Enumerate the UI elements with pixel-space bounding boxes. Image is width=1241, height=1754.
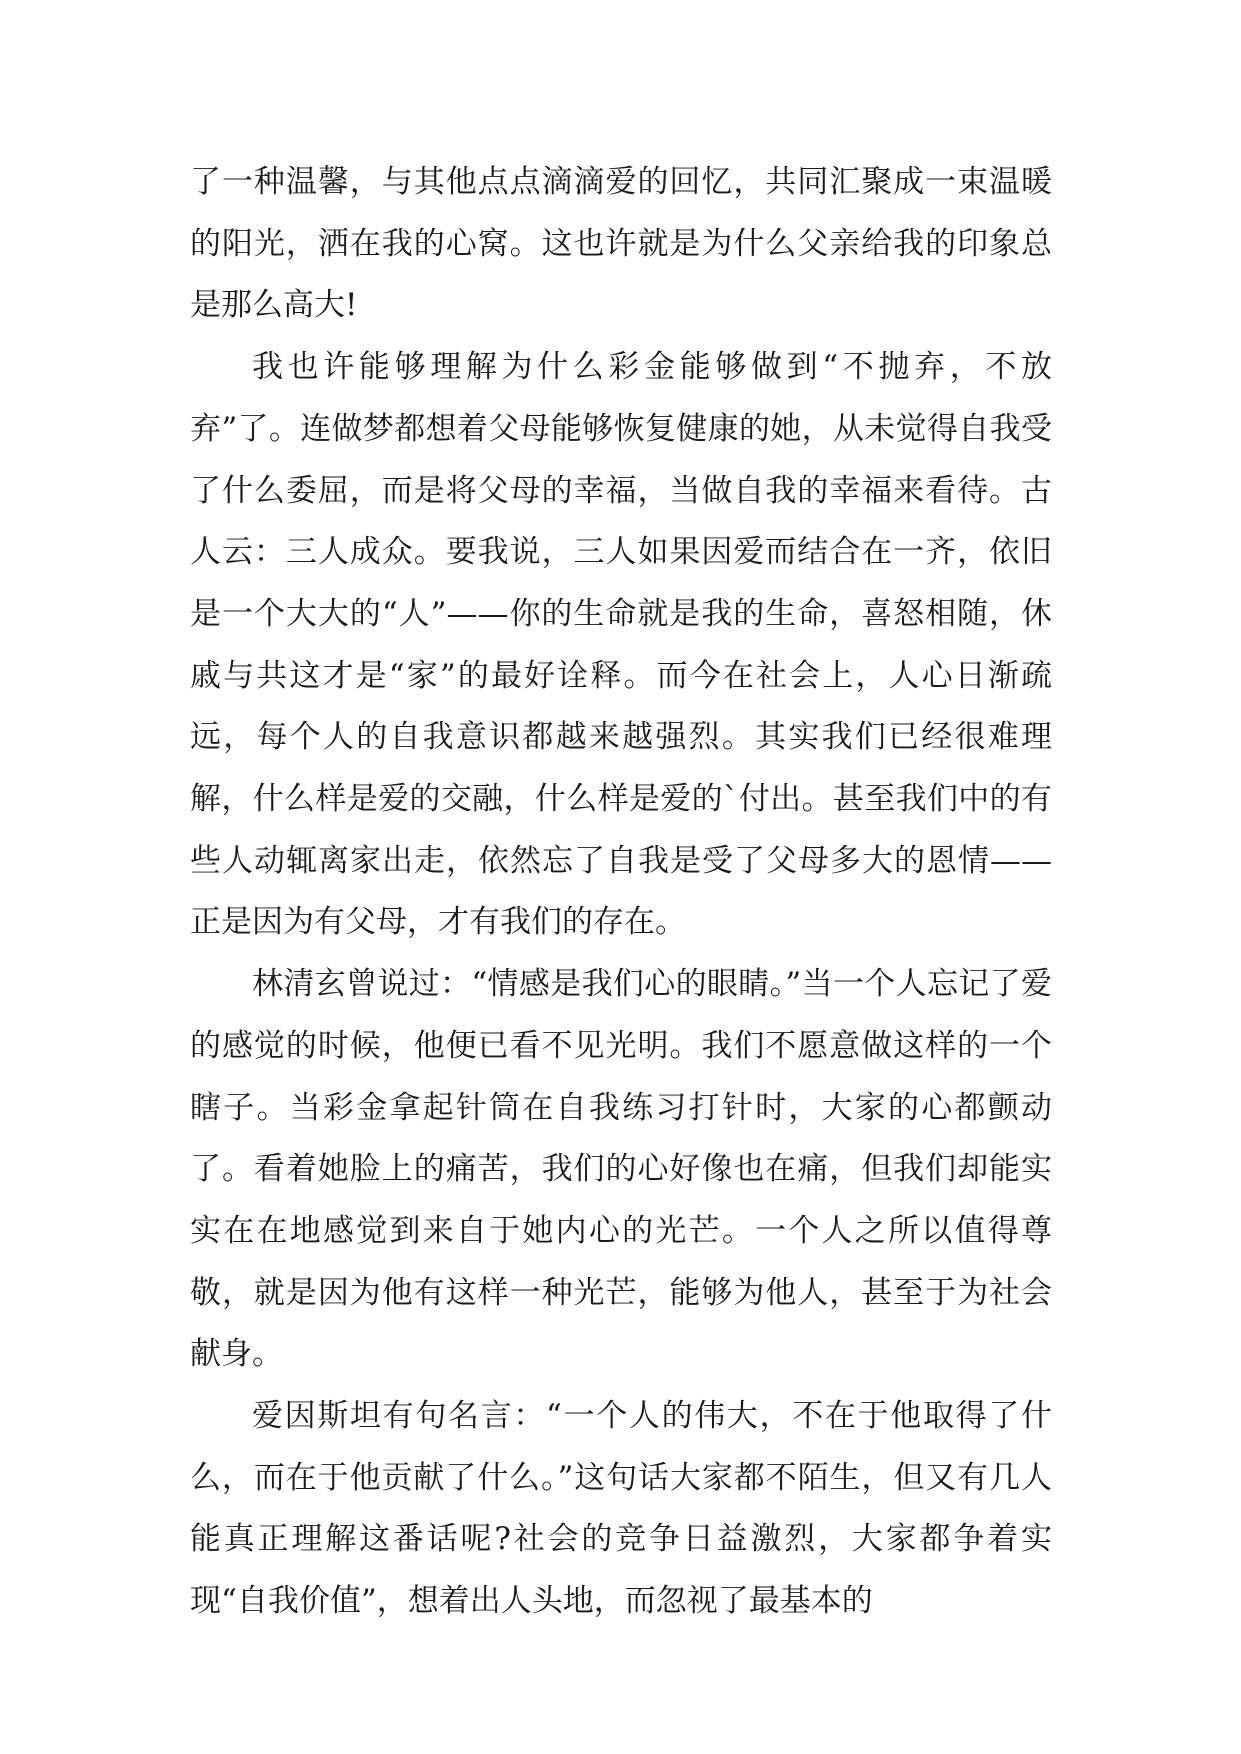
paragraph-1: 了一种温馨，与其他点点滴滴爱的回忆，共同汇聚成一束温暖的阳光，洒在我的心窝。这也许就是为什么父亲给我的印象总是那么高大!	[190, 164, 1052, 324]
paragraph-3: 林清玄曾说过：“情感是我们心的眼睛。”当一个人忘记了爱的感觉的时候，他便已看不见光明。我们不愿意做这样的一个瞎子。当彩金拿起针筒在自我练习打针时，大家的心都颤动了。看着她脸上的痛苦，我们的心好像也在痛，但我们却能实实在在地感觉到来自于她内心的光芒。一个人之所以值得尊敬，就是因为他有这样一种光芒，能够为他人，甚至于为社会献身。	[190, 966, 1052, 1373]
paragraph-4: 爱因斯坦有句名言：“一个人的伟大，不在于他取得了什么，而在于他贡献了什么。”这句话大家都不陌生，但又有几人能真正理解这番话呢?社会的竞争日益激烈，大家都争着实现“自我价值”，想着出人头地，而忽视了最基本的	[190, 1398, 1052, 1620]
body-text	[190, 152, 1052, 1633]
paragraph-2: 我也许能够理解为什么彩金能够做到“不抛弃，不放弃”了。连做梦都想着父母能够恢复健康的她，从未觉得自我受了什么委屈，而是将父母的幸福，当做自我的幸福来看待。古人云：三人成众。要我说，三人如果因爱而结合在一齐，依旧是一个大大的“人”——你的生命就是我的生命，喜怒相随，休戚与共这才是“家”的最好诠释。而今在社会上，人心日渐疏远，每个人的自我意识都越来越强烈。其实我们已经很难理解，什么样是爱的交融，什么样是爱的`付出。甚至我们中的有些人动辄离家出走，依然忘了自我是受了父母多大的恩情——正是因为有父母，才有我们的存在。	[190, 349, 1052, 941]
